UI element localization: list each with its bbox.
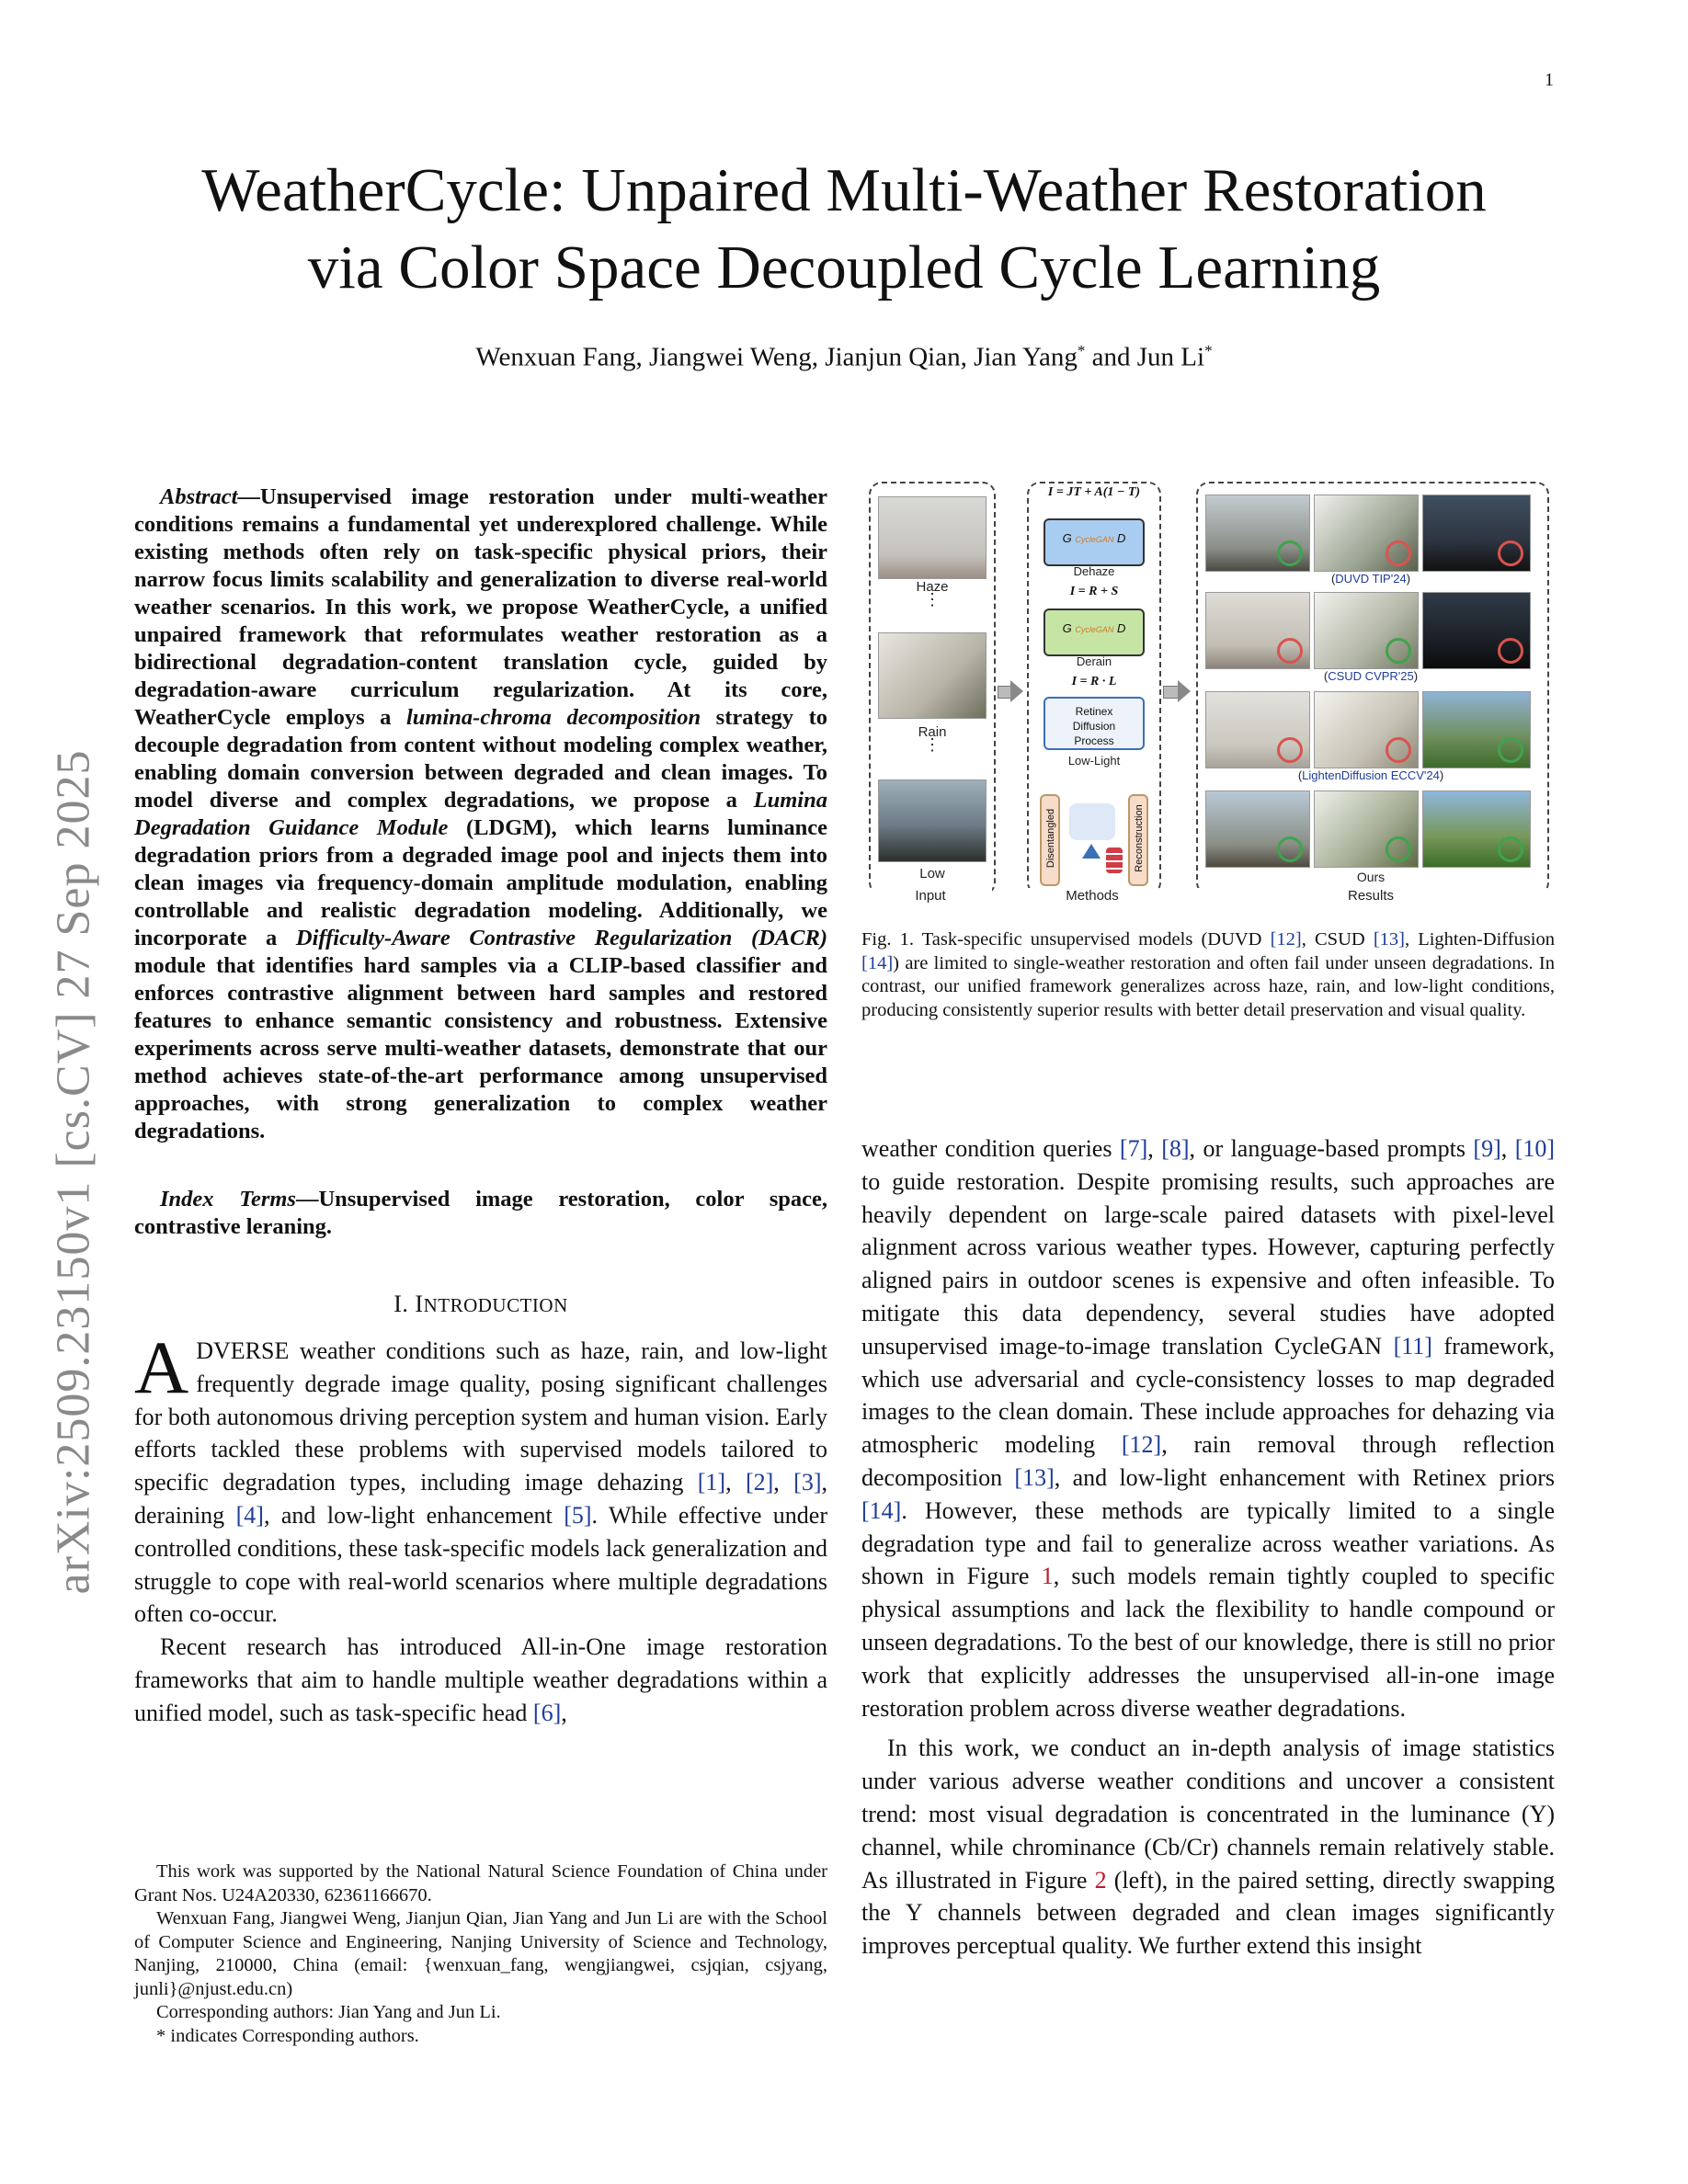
- figure-reference[interactable]: 1: [1041, 1563, 1054, 1590]
- csud-label: (CSUD CVPR'25): [1323, 669, 1419, 683]
- citation[interactable]: [5]: [564, 1501, 592, 1529]
- haze-thumbnail: [878, 496, 987, 579]
- frown-icon: [1386, 540, 1411, 566]
- lowlight-equation: I = R · L: [1071, 675, 1117, 688]
- abstract-text-1: —Unsupervised image restoration under multi-weather conditions remains a fundamental yet underexplored challenge. While existing methods often rely on task-specific physical priors, their narrow focus limits scalability and generalization to diverse real-world weather scenarios. In this work, we propose WeatherCycle, a unified unpaired framework that reformulates weather restoration as a bidirectional degradation-content translation cycle, guided by degradation-aware curriculum regularization. At its core, WeatherCycle employs a: [134, 484, 827, 730]
- right-text-p2b: (left), in the paired setting, directly swapping the Y channels between degraded and clean images significantly improves perceptual quality. We further extend this insight: [861, 1866, 1556, 1960]
- csud-name: CSUD CVPR'25: [1328, 669, 1414, 683]
- right-text-c: to guide restoration. Despite promising results, such approaches are heavily dependent on large-scale paired datasets with pixel-level alignment across various weather types. However, capturing perfectly aligned pairs in outdoor scenes is expensive and often infeasible. To mitigate this data dependency, several studies have adopted unsupervised image-to-image translation CycleGAN: [861, 1167, 1555, 1359]
- results-caption: Results: [1196, 888, 1545, 904]
- figure-1: [869, 482, 1549, 903]
- corresponding-mark: *: [1077, 342, 1086, 359]
- abstract-term-2: Lumina Degradation Guidance Module: [134, 788, 827, 840]
- intro-text-a: DVERSE weather conditions such as haze, rain, and low-light frequently degrade image quality, posing significant challenges for both autonomous driving perception system and human vision. Early efforts tackled these problems with supervised models tailored to specific degradation types, including image dehazing: [134, 1337, 827, 1496]
- right-text-h: , such models remain tightly coupled to specific physical assumptions and lack the flexibility to handle compound or unseen degradations. To the best of our knowledge, there is still no prior work that explicitly addresses the unsupervised all-in-one image restoration problem across diverse weather degradations.: [861, 1563, 1555, 1722]
- cyclegan-label: CycleGAN: [1075, 535, 1114, 544]
- footnote-affiliation: Wenxuan Fang, Jiangwei Weng, Jianjun Qian, Jian Yang and Jun Li are with the School of Computer Science and Engineering, Nanjing University of Science and Technology, Nanjing, 210000, China (email: {wenxuan_fang, wengjiangwei, csjqian, csjyang, junli}@njust.edu.cn): [134, 1908, 827, 1999]
- right-column-body: [861, 1132, 1555, 1962]
- discriminator-label: D: [1117, 621, 1126, 635]
- authors-main: Wenxuan Fang, Jiangwei Weng, Jianjun Qian, Jian Yang: [475, 342, 1078, 372]
- author-list: [0, 342, 1688, 373]
- citation[interactable]: [3]: [793, 1469, 822, 1496]
- abstract-label: Abstract: [160, 484, 238, 509]
- caption-text-c: , Lighten-Diffusion: [1404, 929, 1556, 950]
- lighten-name: LightenDiffusion ECCV'24: [1302, 768, 1440, 782]
- smile-icon: [1277, 836, 1303, 862]
- ours-label: Ours: [1356, 870, 1386, 884]
- citation[interactable]: [2]: [745, 1469, 774, 1496]
- smile-icon: [1498, 737, 1523, 763]
- disentangled-label: Disentangled: [1045, 808, 1056, 869]
- generator-label: G: [1062, 621, 1072, 635]
- frown-icon: [1498, 638, 1523, 664]
- low-label: Low: [919, 866, 945, 882]
- citation[interactable]: [9]: [1473, 1135, 1501, 1162]
- retinex-model: [1044, 697, 1145, 750]
- index-terms-label: Index Terms: [160, 1187, 296, 1211]
- abstract-term-3: Difficulty-Aware Contrastive Regularization (DACR): [295, 926, 827, 950]
- index-terms: [134, 1186, 827, 1241]
- input-panel: [869, 482, 996, 895]
- authors-last: and Jun Li: [1085, 342, 1205, 372]
- right-paragraph-1: weather condition queries [7], [8], or language-based prompts [9], [10] to guide restoration. Despite promising results, such approaches are heavily dependent on large-scale paired datasets with pixel-level alignment across various weather types. However, capturing perfectly aligned pairs in outdoor scenes is expensive and often infeasible. To mitigate this data dependency, several studies have adopted unsupervised image-to-image translation CycleGAN [11] framework, which use adversarial and cycle-consistency losses to map degraded images to the clean domain. These include approaches for dehazing via atmospheric modeling [12], rain removal through reflection decomposition [13], and low-light enhancement with Retinex priors [14]. However, these methods are typically limited to a single degradation type and fail to generalize across weather variations. As shown in Figure 1, such models remain tightly coupled to specific physical assumptions and lack the flexibility to handle compound or unseen degradations. To the best of our knowledge, there is still no prior work that explicitly addresses the unsupervised all-in-one image restoration problem across diverse weather degradations.: [861, 1135, 1556, 1722]
- dehaze-equation: I = JT + A(1 − T): [1047, 485, 1141, 499]
- right-text-d: framework, which use adversarial and cycle-consistency losses to map degraded images to the clean domain. These include approaches for dehazing via atmospheric modeling: [861, 1332, 1555, 1459]
- arrow-icon: [1178, 680, 1191, 702]
- smile-icon: [1498, 836, 1523, 862]
- right-text-b: , or language-based prompts: [1189, 1135, 1474, 1162]
- section-name-first: I: [415, 1291, 424, 1317]
- footnote-corresponding: Corresponding authors: Jian Yang and Jun Li.: [156, 2002, 501, 2022]
- reconstruction-label: Reconstruction: [1134, 804, 1145, 872]
- duvd-name: DUVD TIP'24: [1335, 572, 1407, 586]
- footnote-funding: This work was supported by the National Natural Science Foundation of China under Grant Nos. U24A20330, 62361166670.: [134, 1861, 827, 1905]
- page-number: 1: [1545, 70, 1554, 90]
- abstract: [134, 483, 827, 1145]
- citation[interactable]: [11]: [1393, 1332, 1432, 1359]
- rain-label: Rain: [918, 724, 947, 740]
- right-text-p2a: In this work, we conduct an in-depth analysis of image statistics under various adverse weather conditions and uncover a consistent trend: most visual degradation is concentrated in the luminance (Y) channel, while chrominance (Cb/Cr) channels remain relatively stable. As illustrated in Figure: [861, 1735, 1555, 1894]
- paper-title: [0, 152, 1688, 306]
- arxiv-stamp: arXiv:2509.23150v1 [cs.CV] 27 Sep 2025: [47, 749, 100, 1595]
- footnote-mark: * indicates Corresponding authors.: [156, 2025, 419, 2046]
- drop-cap: A: [134, 1325, 189, 1409]
- smile-icon: [1277, 540, 1303, 566]
- citation[interactable]: [8]: [1161, 1135, 1190, 1162]
- section-name-rest: NTRODUCTION: [423, 1294, 568, 1316]
- citation[interactable]: [10]: [1514, 1135, 1556, 1162]
- results-panel: [1196, 482, 1549, 895]
- dehaze-model: [1044, 518, 1145, 566]
- network-icon: [1069, 803, 1115, 840]
- vertical-ellipsis: ⋮: [924, 735, 941, 754]
- caption-text-d: ) are limited to single-weather restoration and often fail under unseen degradations. In contrast, our unified framework generalizes across haze, rain, and low-light conditions, producing consistently superior results with better detail preservation and visual quality.: [861, 952, 1555, 1020]
- intro-text-p2: Recent research has introduced All-in-One image restoration frameworks that aim to handle multiple weather degradations within a unified model, such as task-specific head: [134, 1633, 827, 1726]
- abstract-text-3: (LDGM), which learns luminance degradation priors from a degraded image pool and injects them into clean images via frequency-domain amplitude modulation, enabling controllable and realistic degradation modeling. Additionally, we incorporate a: [134, 815, 827, 950]
- retinex-label: Retinex Diffusion Process: [1072, 705, 1116, 747]
- footnotes: [134, 1860, 827, 2048]
- frown-icon: [1498, 540, 1523, 566]
- intro-paragraph-1: ADVERSE weather conditions such as haze, rain, and low-light frequently degrade image quality, posing significant challenges for both autonomous driving perception system and human vision. Early efforts tackled these problems with supervised models tailored to specific degradation types, including image dehazing [1], [2], [3], deraining [4], and low-light enhancement [5]. While effective under controlled conditions, these task-specific models lack generalization and struggle to cope with real-world scenarios where multiple degradations often co-occur.: [134, 1325, 828, 1628]
- smile-icon: [1386, 836, 1411, 862]
- vertical-ellipsis: ⋮: [924, 590, 941, 609]
- figure-reference[interactable]: 2: [1094, 1866, 1107, 1894]
- frown-icon: [1277, 737, 1303, 763]
- figure-caption: [861, 928, 1555, 1022]
- cyclegan-label: CycleGAN: [1075, 625, 1114, 634]
- reconstruction-block: [1128, 794, 1148, 886]
- intro-text-c: . While effective under controlled conditions, these task-specific models lack generalization and struggle to cope with real-world scenarios where multiple degradations often co-occur.: [134, 1501, 828, 1628]
- generator-label: G: [1062, 531, 1072, 545]
- duvd-label: (DUVD TIP'24): [1330, 572, 1411, 586]
- arrow-icon: [1010, 680, 1023, 702]
- intro-paragraph-2: Recent research has introduced All-in-One image restoration frameworks that aim to handle multiple weather degradations within a unified model, such as task-specific head [6],: [134, 1633, 827, 1726]
- right-text-f: , and low-light enhancement with Retinex priors: [1054, 1463, 1555, 1491]
- caption-text-a: Fig. 1. Task-specific unsupervised models (DUVD: [861, 929, 1271, 950]
- haze-label: Haze: [916, 579, 949, 595]
- lighten-label: (LightenDiffusion ECCV'24): [1297, 768, 1444, 782]
- derain-equation: I = R + S: [1069, 585, 1119, 598]
- index-terms-text: —Unsupervised image restoration, color space, contrastive leraning.: [134, 1187, 827, 1239]
- title-line-1: WeatherCycle: Unpaired Multi-Weather Restoration: [201, 156, 1487, 224]
- abstract-text-4: module that identifies hard samples via a CLIP-based classifier and enforces contrastive alignment between hard samples and restored features to enhance semantic consistency and robustness. Extensive experiments across serve multi-weather datasets, demonstrate that our method achieves state-of-the-art performance among unsupervised approaches, with strong generalization to complex weather degradations.: [134, 953, 827, 1143]
- title-line-2: via Color Space Decoupled Cycle Learning: [307, 233, 1381, 301]
- low-light-thumbnail: [878, 779, 987, 862]
- citation[interactable]: [12]: [1270, 929, 1302, 950]
- section-heading: [134, 1291, 827, 1318]
- citation[interactable]: [7]: [1119, 1135, 1148, 1162]
- methods-caption: Methods: [1027, 888, 1158, 904]
- methods-panel: [1027, 482, 1161, 895]
- citation[interactable]: [13]: [1014, 1463, 1055, 1491]
- derain-model: [1044, 609, 1145, 656]
- frown-icon: [1386, 737, 1411, 763]
- database-icon: [1106, 847, 1123, 873]
- citation[interactable]: [12]: [1121, 1431, 1162, 1459]
- citation[interactable]: [4]: [235, 1501, 264, 1529]
- abstract-text-2: strategy to decouple degradation from content without modeling complex weather, enabling domain conversion between degraded and clean images. To model diverse and complex degradations, we propose a: [134, 705, 827, 813]
- input-caption: Input: [869, 888, 992, 904]
- derain-label: Derain: [1076, 654, 1112, 668]
- section-numeral: I.: [393, 1291, 416, 1317]
- lowlight-label: Low-Light: [1067, 754, 1121, 768]
- abstract-term-1: lumina-chroma decomposition: [405, 705, 701, 730]
- caption-text-b: , CSUD: [1301, 929, 1374, 950]
- intro-text-b: , and low-light enhancement: [263, 1501, 565, 1529]
- intro-text-deraining: , deraining: [134, 1469, 827, 1529]
- up-arrow-icon: [1082, 844, 1101, 859]
- corresponding-mark-2: *: [1204, 342, 1213, 359]
- smile-icon: [1386, 638, 1411, 664]
- citation[interactable]: [13]: [1373, 929, 1405, 950]
- right-text-g: . However, these methods are typically limited to a single degradation type and fail to generalize across weather variations. As shown in Figure: [861, 1496, 1555, 1590]
- right-text-e: , rain removal through reflection decomposition: [861, 1431, 1555, 1491]
- right-paragraph-2: [861, 1732, 1555, 1962]
- right-text-a: weather condition queries: [861, 1135, 1120, 1162]
- citation[interactable]: [14]: [861, 952, 894, 973]
- citation[interactable]: [6]: [532, 1699, 562, 1726]
- discriminator-label: D: [1117, 531, 1126, 545]
- citation[interactable]: [1]: [697, 1469, 726, 1496]
- introduction: [134, 1325, 828, 1730]
- frown-icon: [1277, 638, 1303, 664]
- dehaze-label: Dehaze: [1073, 564, 1115, 578]
- citation[interactable]: [14]: [861, 1496, 902, 1524]
- rain-thumbnail: [878, 632, 987, 719]
- disentangled-block: [1040, 794, 1060, 886]
